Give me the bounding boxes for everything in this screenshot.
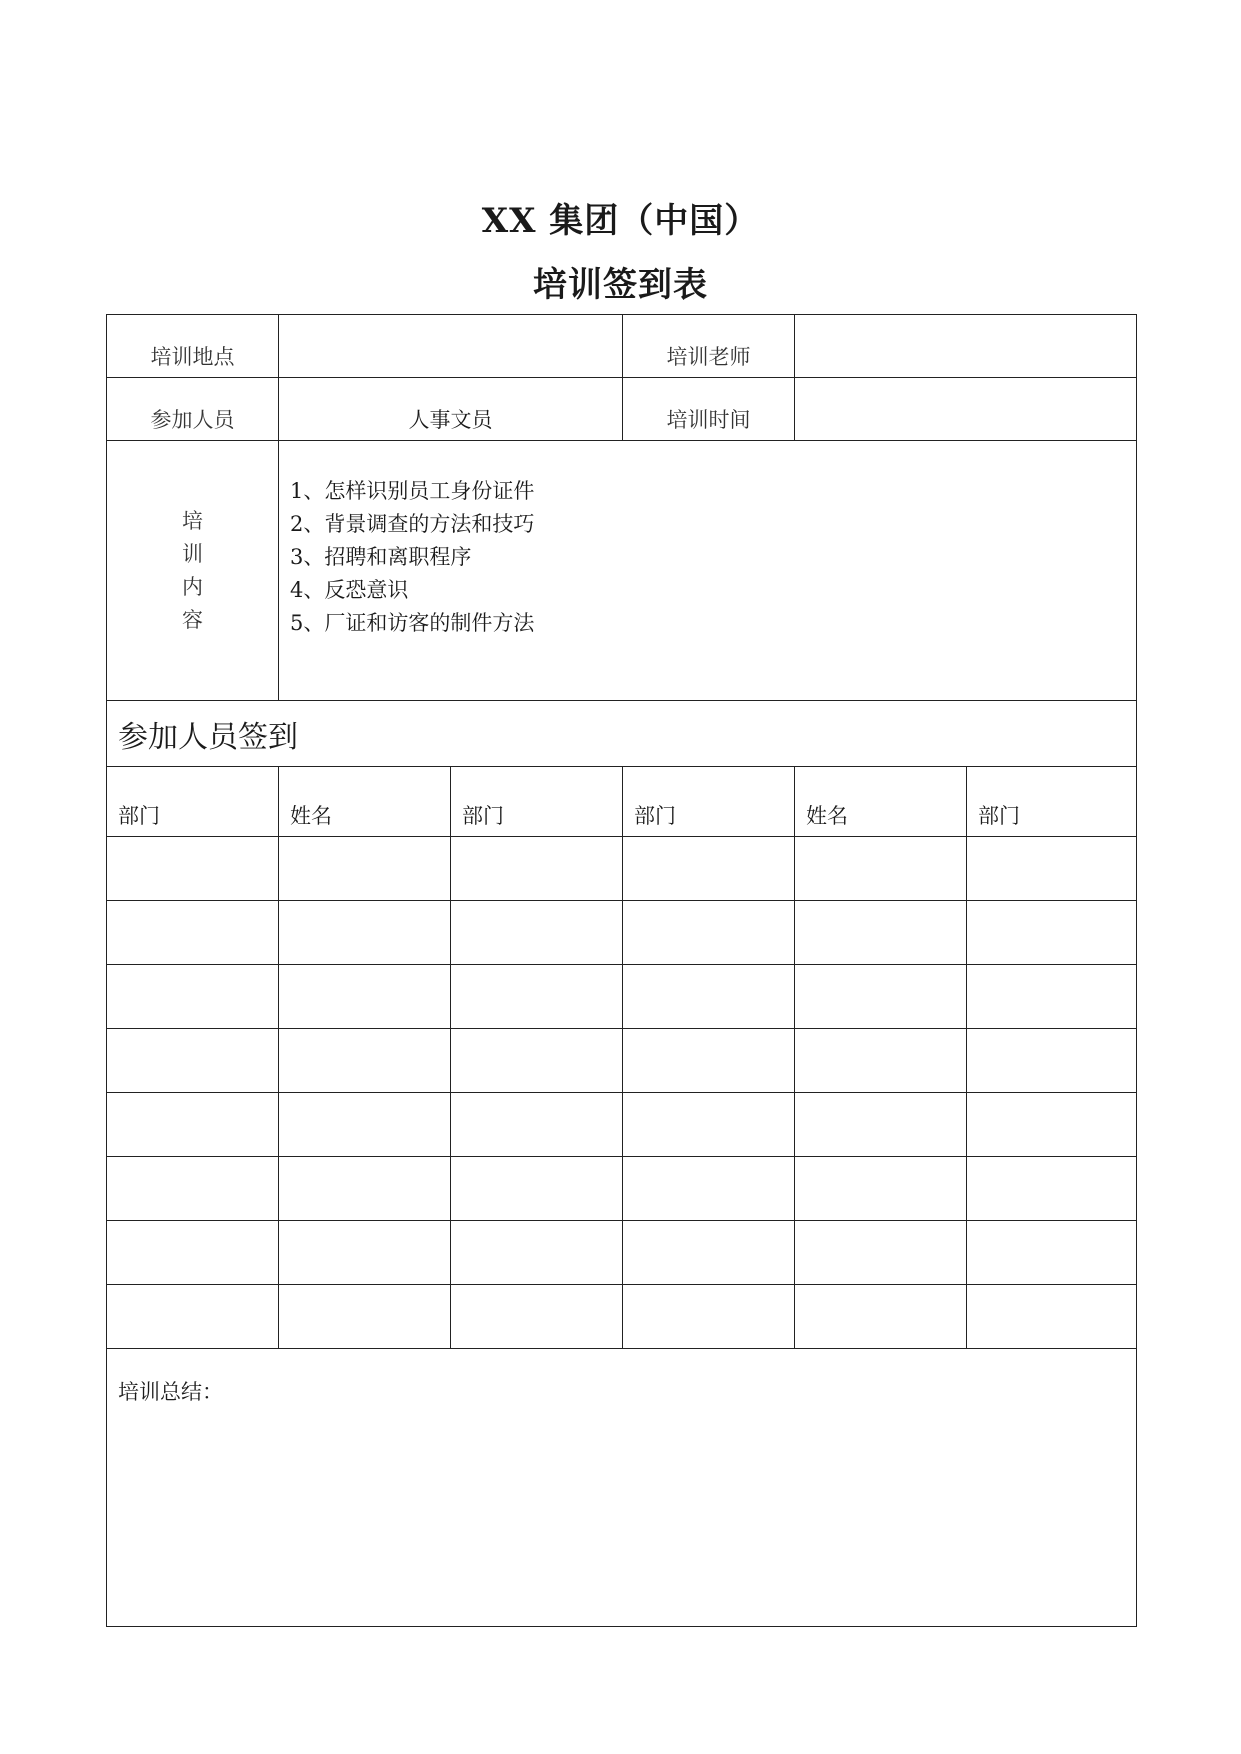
- location-field[interactable]: [279, 315, 623, 378]
- signin-cell[interactable]: [623, 965, 795, 1029]
- signin-cell[interactable]: [967, 837, 1137, 901]
- content-list: [279, 441, 1137, 701]
- signin-cell[interactable]: [279, 1221, 451, 1285]
- signin-cell[interactable]: [107, 965, 279, 1029]
- teacher-field[interactable]: [795, 315, 1137, 378]
- content-item: 2、背景调查的方法和技巧: [290, 512, 535, 536]
- content-item: 3、招聘和离职程序: [290, 545, 472, 569]
- participants-field[interactable]: 人事文员: [279, 378, 623, 441]
- form-title: 培训签到表: [533, 265, 708, 305]
- signin-cell[interactable]: [107, 1221, 279, 1285]
- signin-cell[interactable]: [279, 901, 451, 965]
- signin-cell[interactable]: [451, 1285, 623, 1349]
- column-header-name: 姓名: [795, 767, 967, 837]
- signin-cell[interactable]: [279, 837, 451, 901]
- info-row-location: [107, 315, 1137, 378]
- signin-row: [107, 1221, 1137, 1285]
- signin-cell[interactable]: [967, 1029, 1137, 1093]
- content-label: [107, 441, 279, 701]
- signin-cell[interactable]: [967, 901, 1137, 965]
- signin-cell[interactable]: [279, 965, 451, 1029]
- signin-cell[interactable]: [279, 1157, 451, 1221]
- signin-row: [107, 1285, 1137, 1349]
- summary-label: 培训总结：: [118, 1380, 223, 1404]
- signin-cell[interactable]: [451, 965, 623, 1029]
- content-item: 4、反恐意识: [290, 578, 409, 602]
- signin-column-headers: [107, 767, 1137, 837]
- signin-cell[interactable]: [451, 1029, 623, 1093]
- signin-cell[interactable]: [451, 901, 623, 965]
- signin-row: [107, 837, 1137, 901]
- signin-cell[interactable]: [795, 1285, 967, 1349]
- summary-field[interactable]: [107, 1349, 1137, 1627]
- signin-cell[interactable]: [107, 901, 279, 965]
- signin-cell[interactable]: [623, 1029, 795, 1093]
- signin-row: [107, 1029, 1137, 1093]
- signin-cell[interactable]: [623, 1157, 795, 1221]
- info-row-participants: [107, 378, 1137, 441]
- signin-cell[interactable]: [107, 1285, 279, 1349]
- company-title: XX 集团（中国）: [481, 201, 760, 241]
- column-header-department: 部门: [107, 767, 279, 837]
- content-item: 5、厂证和访客的制件方法: [290, 611, 535, 635]
- summary-row: [107, 1349, 1137, 1627]
- training-signin-form: [106, 314, 1137, 1627]
- signin-cell[interactable]: [623, 901, 795, 965]
- signin-cell[interactable]: [967, 1157, 1137, 1221]
- signin-cell[interactable]: [279, 1093, 451, 1157]
- content-label-char: 培: [182, 508, 203, 533]
- signin-cell[interactable]: [967, 965, 1137, 1029]
- signin-cell[interactable]: [795, 901, 967, 965]
- signin-cell[interactable]: [967, 1093, 1137, 1157]
- signin-cell[interactable]: [451, 1157, 623, 1221]
- signin-cell[interactable]: [623, 1285, 795, 1349]
- location-label: 培训地点: [107, 315, 279, 378]
- signin-cell[interactable]: [795, 1157, 967, 1221]
- participants-label: 参加人员: [107, 378, 279, 441]
- signin-cell[interactable]: [107, 1029, 279, 1093]
- signin-cell[interactable]: [795, 965, 967, 1029]
- content-row: [107, 441, 1137, 701]
- signin-cell[interactable]: [795, 1221, 967, 1285]
- signin-cell[interactable]: [623, 1093, 795, 1157]
- signin-rows: [107, 837, 1137, 1349]
- signin-cell[interactable]: [451, 1093, 623, 1157]
- signin-row: [107, 901, 1137, 965]
- column-header-department: 部门: [623, 767, 795, 837]
- content-label-char: 训: [182, 541, 203, 566]
- signin-cell[interactable]: [107, 1093, 279, 1157]
- teacher-label: 培训老师: [623, 315, 795, 378]
- signin-row: [107, 1157, 1137, 1221]
- signin-row: [107, 965, 1137, 1029]
- signin-heading-row: [107, 701, 1137, 767]
- signin-heading: 参加人员签到: [107, 701, 1137, 767]
- signin-cell[interactable]: [795, 1093, 967, 1157]
- column-header-department: 部门: [967, 767, 1137, 837]
- signin-cell[interactable]: [279, 1285, 451, 1349]
- signin-cell[interactable]: [107, 1157, 279, 1221]
- time-field[interactable]: [795, 378, 1137, 441]
- content-item: 1、怎样识别员工身份证件: [290, 479, 535, 503]
- signin-cell[interactable]: [279, 1029, 451, 1093]
- signin-row: [107, 1093, 1137, 1157]
- signin-cell[interactable]: [107, 837, 279, 901]
- signin-cell[interactable]: [451, 837, 623, 901]
- signin-cell[interactable]: [451, 1221, 623, 1285]
- time-label: 培训时间: [623, 378, 795, 441]
- content-label-char: 容: [182, 607, 203, 632]
- signin-cell[interactable]: [967, 1285, 1137, 1349]
- signin-cell[interactable]: [795, 1029, 967, 1093]
- signin-cell[interactable]: [967, 1221, 1137, 1285]
- column-header-department: 部门: [451, 767, 623, 837]
- column-header-name: 姓名: [279, 767, 451, 837]
- content-label-char: 内: [182, 574, 203, 599]
- signin-cell[interactable]: [623, 1221, 795, 1285]
- signin-cell[interactable]: [795, 837, 967, 901]
- signin-cell[interactable]: [623, 837, 795, 901]
